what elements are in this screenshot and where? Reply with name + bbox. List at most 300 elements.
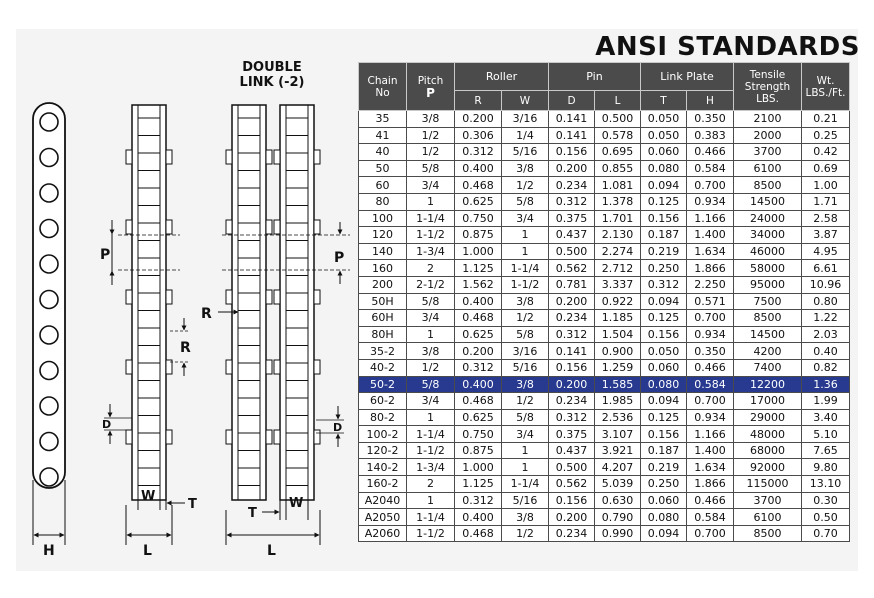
cell-chain-no: 41 bbox=[359, 127, 407, 144]
cell-roller-w: 1/2 bbox=[502, 310, 549, 327]
cell-pitch: 3/4 bbox=[407, 177, 455, 194]
cell-pin-d: 0.437 bbox=[549, 227, 595, 244]
cell-link-h: 0.584 bbox=[687, 376, 734, 393]
cell-weight: 0.80 bbox=[802, 293, 850, 310]
cell-roller-r: 0.312 bbox=[455, 492, 502, 509]
header-tensile bbox=[734, 63, 802, 111]
table-row bbox=[359, 177, 850, 194]
cell-link-h: 1.634 bbox=[687, 459, 734, 476]
cell-roller-r: 1.000 bbox=[455, 459, 502, 476]
cell-pin-l: 1.185 bbox=[595, 310, 641, 327]
cell-tensile: 46000 bbox=[734, 243, 802, 260]
cell-chain-no: A2060 bbox=[359, 525, 407, 542]
cell-tensile: 12200 bbox=[734, 376, 802, 393]
header-roller: Roller bbox=[455, 63, 549, 91]
cell-roller-r: 0.200 bbox=[455, 111, 502, 128]
cell-link-t: 0.156 bbox=[641, 210, 687, 227]
cell-pin-d: 0.141 bbox=[549, 127, 595, 144]
cell-weight: 0.69 bbox=[802, 160, 850, 177]
chain-pin bbox=[266, 360, 272, 374]
page-title: ANSI STANDARDS bbox=[595, 32, 860, 62]
cell-link-h: 0.934 bbox=[687, 326, 734, 343]
header-tensile-3: LBS. bbox=[756, 92, 779, 105]
cell-pitch: 1/2 bbox=[407, 127, 455, 144]
dim-label-l-double: L bbox=[267, 543, 276, 559]
table-row bbox=[359, 509, 850, 526]
cell-pin-d: 0.234 bbox=[549, 310, 595, 327]
cell-roller-r: 1.125 bbox=[455, 476, 502, 493]
cell-weight: 13.10 bbox=[802, 476, 850, 493]
table-row bbox=[359, 144, 850, 161]
cell-tensile: 7500 bbox=[734, 293, 802, 310]
double-link-line-2: LINK (-2) bbox=[239, 75, 305, 90]
cell-link-h: 0.383 bbox=[687, 127, 734, 144]
chain-pin bbox=[274, 430, 280, 444]
cell-tensile: 6100 bbox=[734, 160, 802, 177]
cell-roller-w: 3/8 bbox=[502, 509, 549, 526]
cell-roller-w: 1/2 bbox=[502, 525, 549, 542]
cell-roller-w: 5/16 bbox=[502, 492, 549, 509]
chain-pin bbox=[274, 220, 280, 234]
cell-roller-w: 5/8 bbox=[502, 193, 549, 210]
cell-roller-w: 3/4 bbox=[502, 210, 549, 227]
cell-link-h: 1.166 bbox=[687, 210, 734, 227]
cell-pitch: 5/8 bbox=[407, 376, 455, 393]
cell-chain-no: 140 bbox=[359, 243, 407, 260]
cell-pin-l: 0.578 bbox=[595, 127, 641, 144]
cell-pin-d: 0.234 bbox=[549, 525, 595, 542]
cell-roller-w: 1 bbox=[502, 442, 549, 459]
cell-chain-no: 80 bbox=[359, 193, 407, 210]
cell-pin-l: 2.274 bbox=[595, 243, 641, 260]
cell-pin-d: 0.781 bbox=[549, 276, 595, 293]
table-row bbox=[359, 359, 850, 376]
cell-chain-no: 160 bbox=[359, 260, 407, 277]
cell-link-t: 0.187 bbox=[641, 227, 687, 244]
cell-tensile: 2100 bbox=[734, 111, 802, 128]
table-row bbox=[359, 310, 850, 327]
cell-roller-r: 0.400 bbox=[455, 293, 502, 310]
cell-pin-d: 0.234 bbox=[549, 393, 595, 410]
cell-weight: 1.22 bbox=[802, 310, 850, 327]
chain-pin bbox=[314, 220, 320, 234]
cell-roller-w: 5/8 bbox=[502, 326, 549, 343]
cell-link-h: 0.350 bbox=[687, 111, 734, 128]
header-tensile-1: Tensile bbox=[749, 68, 786, 81]
cell-chain-no: 140-2 bbox=[359, 459, 407, 476]
cell-pin-d: 0.437 bbox=[549, 442, 595, 459]
cell-tensile: 68000 bbox=[734, 442, 802, 459]
cell-roller-r: 0.750 bbox=[455, 426, 502, 443]
cell-weight: 2.03 bbox=[802, 326, 850, 343]
chain-pin bbox=[314, 360, 320, 374]
cell-tensile: 2000 bbox=[734, 127, 802, 144]
dim-label-p-single: P bbox=[100, 247, 111, 263]
cell-link-h: 0.350 bbox=[687, 343, 734, 360]
cell-link-t: 0.219 bbox=[641, 459, 687, 476]
header-tensile-2: Strength bbox=[744, 80, 791, 93]
cell-chain-no: 100 bbox=[359, 210, 407, 227]
chain-pin bbox=[166, 220, 172, 234]
header-pitch-symbol: P bbox=[426, 85, 435, 100]
header-roller-r: R bbox=[455, 91, 502, 111]
cell-roller-r: 0.400 bbox=[455, 376, 502, 393]
cell-weight: 1.36 bbox=[802, 376, 850, 393]
cell-pin-d: 0.156 bbox=[549, 144, 595, 161]
chain-hole bbox=[40, 220, 58, 238]
cell-pin-l: 0.900 bbox=[595, 343, 641, 360]
cell-weight: 0.70 bbox=[802, 525, 850, 542]
dim-label-t-single: T bbox=[188, 497, 197, 512]
cell-weight: 0.82 bbox=[802, 359, 850, 376]
cell-pitch: 1 bbox=[407, 409, 455, 426]
table-row bbox=[359, 476, 850, 493]
cell-link-h: 0.700 bbox=[687, 525, 734, 542]
table-row bbox=[359, 111, 850, 128]
chain-hole bbox=[40, 184, 58, 202]
cell-pin-d: 0.375 bbox=[549, 210, 595, 227]
cell-chain-no: 80-2 bbox=[359, 409, 407, 426]
cell-roller-r: 0.625 bbox=[455, 193, 502, 210]
header-link-plate: Link Plate bbox=[641, 63, 734, 91]
cell-tensile: 95000 bbox=[734, 276, 802, 293]
header-roller-w: W bbox=[502, 91, 549, 111]
cell-chain-no: 60-2 bbox=[359, 393, 407, 410]
dim-label-w-single: W bbox=[141, 489, 156, 504]
cell-roller-w: 1 bbox=[502, 459, 549, 476]
cell-link-t: 0.187 bbox=[641, 442, 687, 459]
cell-pitch: 1 bbox=[407, 326, 455, 343]
cell-link-t: 0.080 bbox=[641, 509, 687, 526]
cell-pin-l: 1.701 bbox=[595, 210, 641, 227]
cell-roller-r: 0.306 bbox=[455, 127, 502, 144]
chain-hole bbox=[40, 291, 58, 309]
cell-chain-no: 200 bbox=[359, 276, 407, 293]
chain-pin bbox=[126, 150, 132, 164]
cell-pin-d: 0.200 bbox=[549, 509, 595, 526]
cell-link-h: 2.250 bbox=[687, 276, 734, 293]
cell-chain-no: 60 bbox=[359, 177, 407, 194]
cell-link-t: 0.156 bbox=[641, 426, 687, 443]
header-pitch bbox=[407, 63, 455, 111]
cell-chain-no: 40 bbox=[359, 144, 407, 161]
cell-tensile: 34000 bbox=[734, 227, 802, 244]
chain-pin bbox=[266, 290, 272, 304]
cell-pin-l: 1.378 bbox=[595, 193, 641, 210]
cell-pitch: 1-3/4 bbox=[407, 243, 455, 260]
cell-link-t: 0.250 bbox=[641, 476, 687, 493]
cell-chain-no: 50H bbox=[359, 293, 407, 310]
cell-weight: 3.87 bbox=[802, 227, 850, 244]
table-row bbox=[359, 409, 850, 426]
cell-pin-l: 3.337 bbox=[595, 276, 641, 293]
cell-tensile: 48000 bbox=[734, 426, 802, 443]
cell-tensile: 6100 bbox=[734, 509, 802, 526]
cell-link-t: 0.094 bbox=[641, 177, 687, 194]
header-pin-d: D bbox=[549, 91, 595, 111]
cell-tensile: 17000 bbox=[734, 393, 802, 410]
cell-pin-l: 2.536 bbox=[595, 409, 641, 426]
cell-weight: 0.40 bbox=[802, 343, 850, 360]
cell-tensile: 92000 bbox=[734, 459, 802, 476]
cell-chain-no: 160-2 bbox=[359, 476, 407, 493]
cell-pitch: 2 bbox=[407, 260, 455, 277]
single-strand-chain bbox=[104, 105, 190, 545]
table-row bbox=[359, 326, 850, 343]
cell-roller-r: 0.400 bbox=[455, 509, 502, 526]
cell-tensile: 58000 bbox=[734, 260, 802, 277]
cell-pin-l: 1.585 bbox=[595, 376, 641, 393]
cell-link-h: 0.700 bbox=[687, 393, 734, 410]
table-row bbox=[359, 459, 850, 476]
cell-link-t: 0.094 bbox=[641, 393, 687, 410]
cell-link-h: 1.866 bbox=[687, 476, 734, 493]
cell-link-t: 0.219 bbox=[641, 243, 687, 260]
cell-pin-d: 0.562 bbox=[549, 260, 595, 277]
chain-hole bbox=[40, 113, 58, 131]
cell-link-t: 0.094 bbox=[641, 293, 687, 310]
cell-tensile: 3700 bbox=[734, 144, 802, 161]
chain-pin bbox=[166, 150, 172, 164]
cell-link-h: 0.466 bbox=[687, 144, 734, 161]
cell-link-h: 1.166 bbox=[687, 426, 734, 443]
chain-pin bbox=[126, 430, 132, 444]
cell-roller-r: 0.750 bbox=[455, 210, 502, 227]
dim-label-l-single: L bbox=[143, 543, 152, 559]
cell-link-t: 0.250 bbox=[641, 260, 687, 277]
cell-pitch: 1/2 bbox=[407, 359, 455, 376]
table-row bbox=[359, 442, 850, 459]
cell-roller-w: 1-1/2 bbox=[502, 276, 549, 293]
cell-chain-no: 35 bbox=[359, 111, 407, 128]
cell-tensile: 115000 bbox=[734, 476, 802, 493]
cell-roller-w: 5/8 bbox=[502, 409, 549, 426]
cell-chain-no: 50-2 bbox=[359, 376, 407, 393]
dim-label-d-single: D bbox=[102, 418, 112, 431]
cell-roller-w: 3/4 bbox=[502, 426, 549, 443]
cell-pitch: 2 bbox=[407, 476, 455, 493]
cell-pin-l: 1.504 bbox=[595, 326, 641, 343]
chain-pin bbox=[274, 290, 280, 304]
cell-roller-w: 5/16 bbox=[502, 359, 549, 376]
chain-pin bbox=[226, 220, 232, 234]
dim-label-w-double: W bbox=[289, 496, 304, 511]
chain-hole bbox=[40, 149, 58, 167]
cell-weight: 0.25 bbox=[802, 127, 850, 144]
cell-link-t: 0.050 bbox=[641, 127, 687, 144]
cell-pitch: 1 bbox=[407, 492, 455, 509]
cell-chain-no: 35-2 bbox=[359, 343, 407, 360]
header-chain-no: Chain No bbox=[359, 63, 407, 111]
cell-pitch: 1-1/2 bbox=[407, 227, 455, 244]
cell-chain-no: A2050 bbox=[359, 509, 407, 526]
cell-pin-l: 5.039 bbox=[595, 476, 641, 493]
cell-pitch: 1/2 bbox=[407, 144, 455, 161]
cell-roller-w: 3/16 bbox=[502, 111, 549, 128]
table-row bbox=[359, 393, 850, 410]
cell-link-h: 0.466 bbox=[687, 359, 734, 376]
cell-pin-d: 0.375 bbox=[549, 426, 595, 443]
chain-pin bbox=[226, 150, 232, 164]
cell-roller-w: 1/4 bbox=[502, 127, 549, 144]
cell-weight: 1.00 bbox=[802, 177, 850, 194]
cell-roller-r: 0.468 bbox=[455, 525, 502, 542]
cell-roller-r: 0.468 bbox=[455, 310, 502, 327]
double-strand-chain bbox=[218, 105, 350, 545]
table-body bbox=[359, 111, 850, 542]
cell-pitch: 3/8 bbox=[407, 111, 455, 128]
cell-roller-r: 0.200 bbox=[455, 343, 502, 360]
cell-pin-l: 1.985 bbox=[595, 393, 641, 410]
cell-pin-d: 0.141 bbox=[549, 111, 595, 128]
double-link-line-1: DOUBLE bbox=[242, 60, 302, 75]
cell-pin-d: 0.312 bbox=[549, 326, 595, 343]
cell-tensile: 29000 bbox=[734, 409, 802, 426]
cell-link-h: 0.934 bbox=[687, 193, 734, 210]
cell-weight: 0.30 bbox=[802, 492, 850, 509]
cell-pin-d: 0.312 bbox=[549, 409, 595, 426]
cell-roller-w: 1/2 bbox=[502, 177, 549, 194]
table-row bbox=[359, 243, 850, 260]
cell-roller-r: 1.562 bbox=[455, 276, 502, 293]
chain-pin bbox=[226, 360, 232, 374]
cell-roller-r: 0.625 bbox=[455, 326, 502, 343]
header-pin-l: L bbox=[595, 91, 641, 111]
cell-pin-l: 3.921 bbox=[595, 442, 641, 459]
cell-roller-w: 1-1/4 bbox=[502, 476, 549, 493]
cell-chain-no: 40-2 bbox=[359, 359, 407, 376]
cell-roller-r: 0.875 bbox=[455, 227, 502, 244]
header-link-t: T bbox=[641, 91, 687, 111]
dim-label-d-double: D bbox=[333, 421, 343, 434]
cell-link-t: 0.312 bbox=[641, 276, 687, 293]
chain-pin bbox=[226, 290, 232, 304]
cell-tensile: 7400 bbox=[734, 359, 802, 376]
chain-pin bbox=[314, 150, 320, 164]
cell-pin-d: 0.156 bbox=[549, 492, 595, 509]
cell-roller-r: 1.125 bbox=[455, 260, 502, 277]
cell-pin-l: 0.630 bbox=[595, 492, 641, 509]
cell-roller-w: 5/16 bbox=[502, 144, 549, 161]
dim-label-t-double: T bbox=[248, 506, 257, 521]
chain-pin bbox=[314, 290, 320, 304]
table-row bbox=[359, 227, 850, 244]
cell-link-t: 0.060 bbox=[641, 492, 687, 509]
cell-pin-l: 1.081 bbox=[595, 177, 641, 194]
table-row bbox=[359, 276, 850, 293]
cell-pin-d: 0.156 bbox=[549, 359, 595, 376]
cell-link-h: 1.400 bbox=[687, 227, 734, 244]
cell-roller-w: 3/16 bbox=[502, 343, 549, 360]
dim-label-p-double: P bbox=[334, 250, 345, 266]
cell-roller-w: 1 bbox=[502, 227, 549, 244]
cell-link-h: 0.571 bbox=[687, 293, 734, 310]
chain-pin bbox=[166, 290, 172, 304]
chain-pin bbox=[126, 360, 132, 374]
cell-pin-d: 0.141 bbox=[549, 343, 595, 360]
cell-tensile: 24000 bbox=[734, 210, 802, 227]
cell-roller-r: 1.000 bbox=[455, 243, 502, 260]
cell-roller-r: 0.312 bbox=[455, 359, 502, 376]
header-weight bbox=[802, 63, 850, 111]
cell-pin-l: 2.130 bbox=[595, 227, 641, 244]
cell-link-h: 0.934 bbox=[687, 409, 734, 426]
dim-label-r-single: R bbox=[180, 340, 191, 356]
chain-pin bbox=[126, 290, 132, 304]
header-weight-2: LBS./Ft. bbox=[805, 86, 846, 99]
cell-link-t: 0.094 bbox=[641, 525, 687, 542]
chain-pin bbox=[126, 220, 132, 234]
cell-link-h: 1.400 bbox=[687, 442, 734, 459]
table-row bbox=[359, 343, 850, 360]
cell-pin-l: 0.695 bbox=[595, 144, 641, 161]
cell-weight: 0.50 bbox=[802, 509, 850, 526]
table-row bbox=[359, 376, 850, 393]
cell-tensile: 14500 bbox=[734, 326, 802, 343]
dim-label-h: H bbox=[43, 543, 55, 559]
table-row bbox=[359, 210, 850, 227]
chain-pin bbox=[274, 150, 280, 164]
cell-weight: 3.40 bbox=[802, 409, 850, 426]
cell-weight: 2.58 bbox=[802, 210, 850, 227]
header-link-h: H bbox=[687, 91, 734, 111]
cell-chain-no: A2040 bbox=[359, 492, 407, 509]
cell-link-t: 0.080 bbox=[641, 160, 687, 177]
side-view-chain bbox=[33, 103, 65, 545]
cell-link-h: 0.700 bbox=[687, 310, 734, 327]
cell-link-t: 0.080 bbox=[641, 376, 687, 393]
header-pitch-label: Pitch bbox=[417, 74, 444, 87]
cell-link-t: 0.125 bbox=[641, 409, 687, 426]
cell-roller-w: 1/2 bbox=[502, 393, 549, 410]
cell-weight: 1.99 bbox=[802, 393, 850, 410]
cell-roller-w: 3/8 bbox=[502, 160, 549, 177]
table-row bbox=[359, 525, 850, 542]
cell-link-t: 0.125 bbox=[641, 310, 687, 327]
cell-pin-d: 0.312 bbox=[549, 193, 595, 210]
cell-pin-l: 4.207 bbox=[595, 459, 641, 476]
cell-tensile: 4200 bbox=[734, 343, 802, 360]
cell-tensile: 8500 bbox=[734, 525, 802, 542]
cell-roller-w: 1 bbox=[502, 243, 549, 260]
cell-pitch: 1-3/4 bbox=[407, 459, 455, 476]
cell-pitch: 1-1/4 bbox=[407, 509, 455, 526]
cell-pitch: 1-1/4 bbox=[407, 210, 455, 227]
cell-roller-r: 0.875 bbox=[455, 442, 502, 459]
header-weight-1: Wt. bbox=[816, 74, 835, 87]
cell-link-h: 0.584 bbox=[687, 160, 734, 177]
cell-roller-r: 0.400 bbox=[455, 160, 502, 177]
cell-weight: 4.95 bbox=[802, 243, 850, 260]
cell-link-h: 0.700 bbox=[687, 177, 734, 194]
cell-pin-d: 0.200 bbox=[549, 376, 595, 393]
cell-weight: 9.80 bbox=[802, 459, 850, 476]
cell-link-t: 0.125 bbox=[641, 193, 687, 210]
cell-pin-l: 2.712 bbox=[595, 260, 641, 277]
cell-weight: 10.96 bbox=[802, 276, 850, 293]
chain-pin bbox=[266, 150, 272, 164]
cell-link-t: 0.060 bbox=[641, 359, 687, 376]
header-pin: Pin bbox=[549, 63, 641, 91]
cell-pin-d: 0.200 bbox=[549, 160, 595, 177]
table-row bbox=[359, 193, 850, 210]
cell-pin-d: 0.500 bbox=[549, 243, 595, 260]
chain-hole bbox=[40, 397, 58, 415]
table-row bbox=[359, 260, 850, 277]
cell-pin-l: 0.790 bbox=[595, 509, 641, 526]
cell-chain-no: 50 bbox=[359, 160, 407, 177]
cell-pitch: 1-1/2 bbox=[407, 442, 455, 459]
